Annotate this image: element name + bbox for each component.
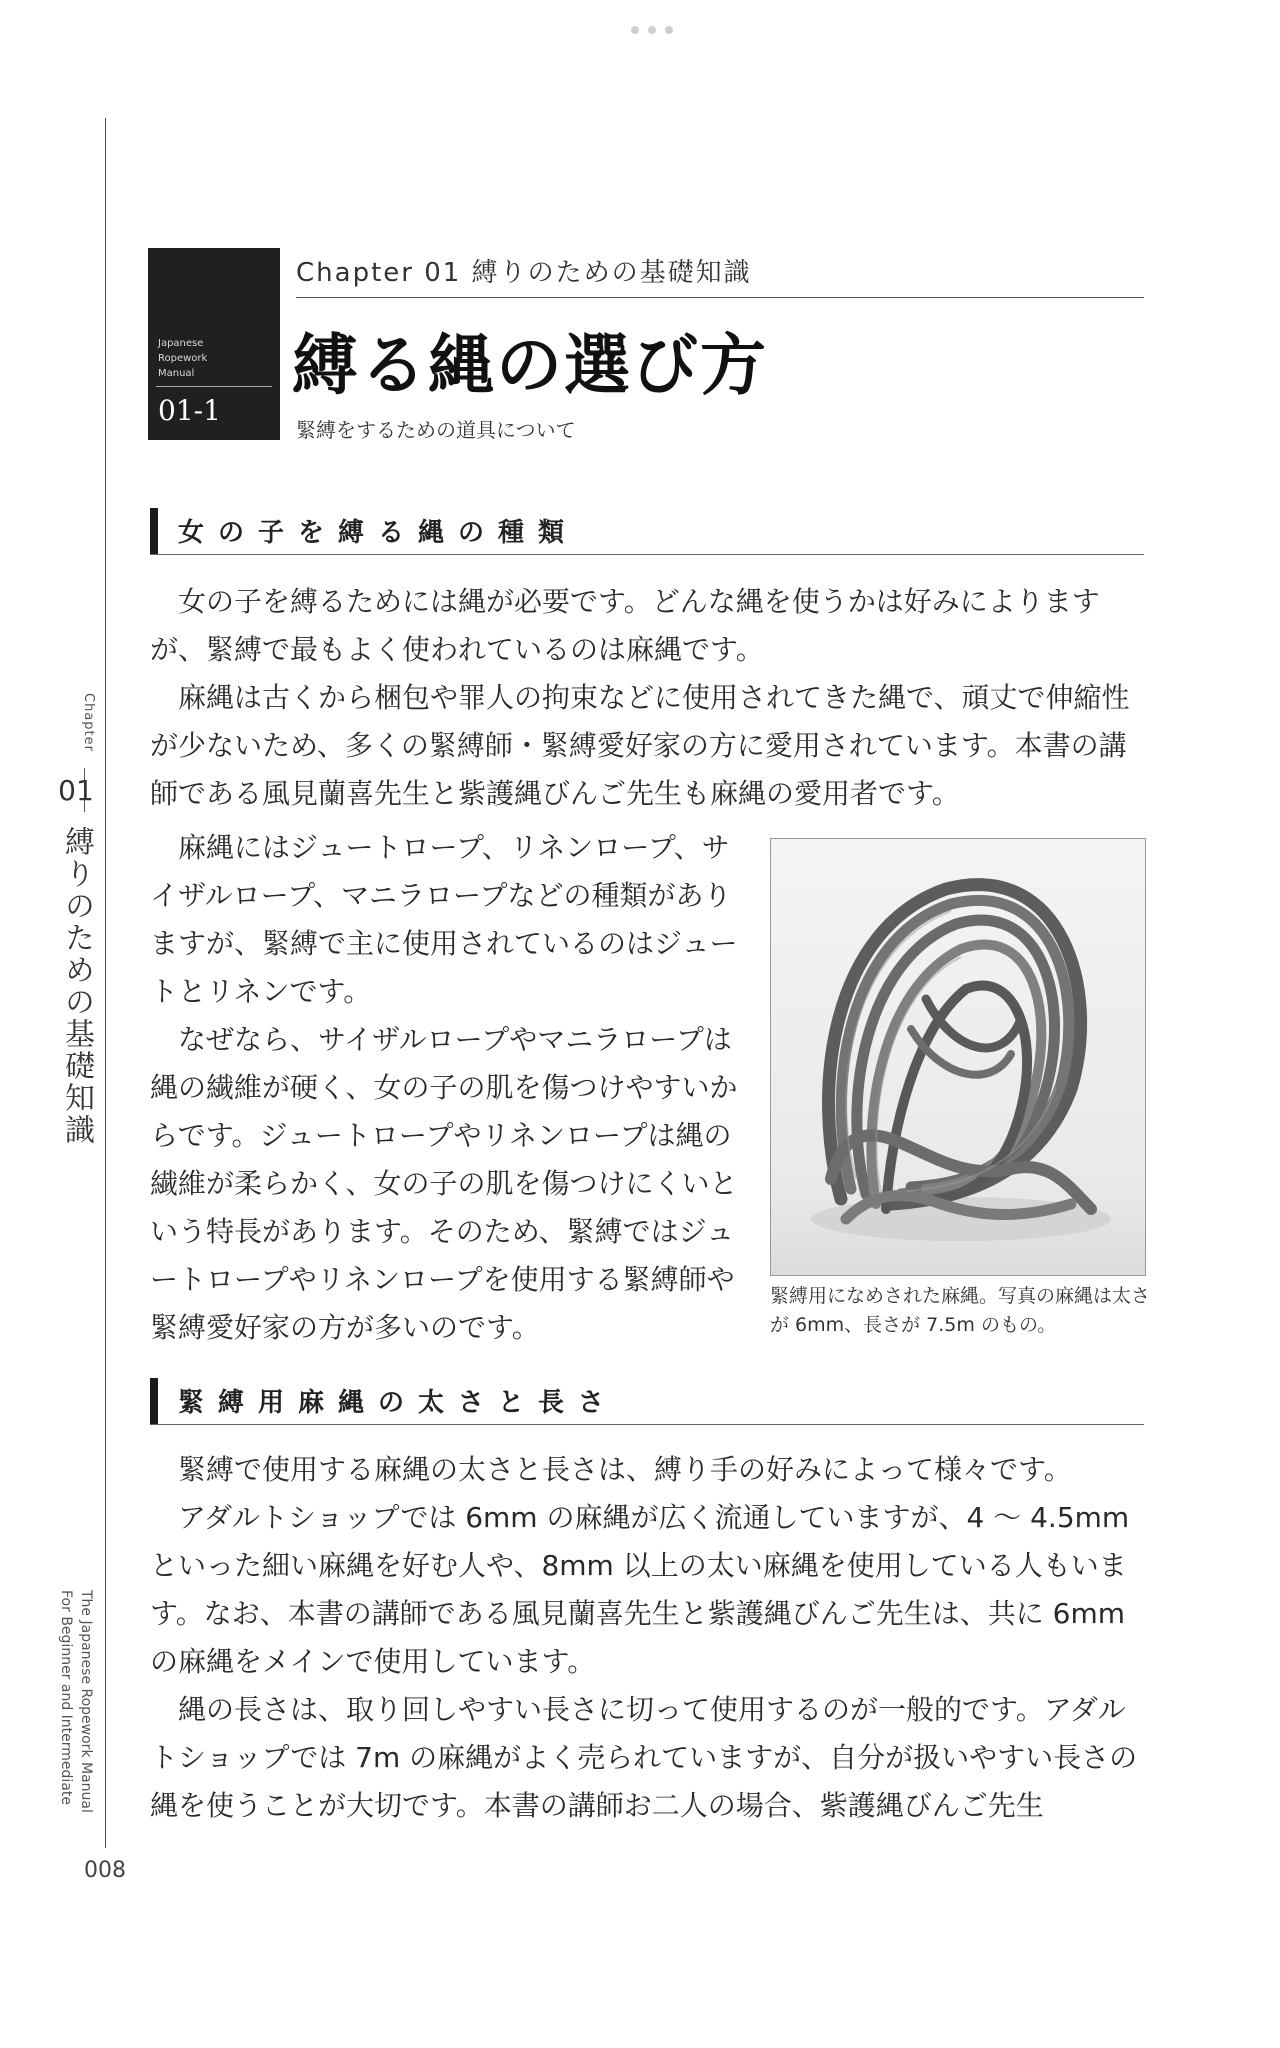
paragraph: 女の子を縛るためには縄が必要です。どんな縄を使うかは好みによりますが、緊縛で最もよく使われているのは麻縄です。: [150, 585, 1100, 666]
paragraph: アダルトショップでは 6mm の麻縄が広く流通していますが、4 ～ 4.5mm といった細い麻縄を好む人や、8mm 以上の太い麻縄を使用している人もいます。なお、本書の講師である風見蘭喜先生と紫護縄びんご先生は、共に 6mm の麻縄をメインで使用しています。: [150, 1501, 1130, 1678]
paragraph: なぜなら、サイザルロープやマニラロープは縄の繊維が硬く、女の子の肌を傷つけやすいからです。ジュートロープやリネンロープは縄の繊維が柔らかく、女の子の肌を傷つけにくいという特長があります。そのため、緊縛ではジュートロープやリネンロープを使用する緊縛師や緊縛愛好家の方が多いのです。: [150, 1023, 738, 1344]
section1-body-text: [150, 824, 740, 1352]
paragraph: 縄の長さは、取り回しやすい長さに切って使用するのが一般的です。アダルトショップでは 7m の麻縄がよく売られていますが、自分が扱いやすい長さの縄を使うことが大切です。本書の講師お二人の場合、紫護縄びんご先生: [150, 1693, 1138, 1822]
sidebar-chapter-number: 01: [58, 774, 94, 807]
sidebar-chapter-label: Chapter: [81, 693, 96, 752]
sidebar-book-title-line1: The Japanese Ropework Manual: [78, 1590, 94, 1813]
section-heading-rope-types: [150, 504, 1144, 555]
section-heading-text: 女の子を縛る縄の種類: [178, 518, 579, 548]
sidebar-divider: [105, 118, 106, 1848]
section2-body-text: [150, 1446, 1144, 1830]
section-heading-text: 緊縛用麻縄の太さと長さ: [178, 1388, 619, 1418]
chapter-heading: Chapter 01 縛りのための基礎知識: [296, 258, 752, 288]
sidebar-book-title: [52, 1590, 96, 1830]
label-rule: [156, 386, 272, 387]
more-menu-dots[interactable]: [631, 26, 673, 36]
label-line-2: Ropework: [158, 353, 208, 364]
section-heading-bar: [150, 1378, 158, 1424]
label-line-3: Manual: [158, 368, 195, 379]
section-heading-thickness-length: [150, 1374, 1144, 1425]
sidebar-chapter-title: 縛りのための基礎知識: [59, 826, 94, 1146]
paragraph: 麻縄にはジュートロープ、リネンロープ、サイザルロープ、マニラロープなどの種類がありますが、緊縛で主に使用されているのはジュートとリネンです。: [150, 831, 738, 1008]
page-title: 縛る縄の選び方: [292, 327, 768, 404]
section-number: 01-1: [158, 394, 221, 427]
paragraph: 緊縛で使用する麻縄の太さと長さは、縛り手の好みによって様々です。: [178, 1453, 1072, 1486]
page-number: 008: [84, 1858, 126, 1883]
page-subtitle: 緊縛をするための道具について: [296, 418, 576, 442]
label-line-1: Japanese: [158, 338, 204, 349]
section1-intro-text: [150, 578, 1144, 818]
section-label-box: [148, 248, 280, 440]
chapter-rule: [296, 297, 1144, 298]
coiled-rope-image: [771, 839, 1145, 1275]
label-manual-text: [158, 336, 207, 381]
sidebar-book-title-line2: For Beginner and Intermediate: [58, 1590, 74, 1805]
paragraph: 麻縄は古くから梱包や罪人の拘束などに使用されてきた縄で、頑丈で伸縮性が少ないため、多くの緊縛師・緊縛愛好家の方に愛用されています。本書の講師である風見蘭喜先生と紫護縄びんご先生も麻縄の愛用者です。: [150, 681, 1130, 810]
rope-photo: [770, 838, 1146, 1276]
section-heading-bar: [150, 508, 158, 554]
photo-caption: 緊縛用になめされた麻縄。写真の麻縄は太さが 6mm、長さが 7.5m のもの。: [770, 1285, 1151, 1336]
